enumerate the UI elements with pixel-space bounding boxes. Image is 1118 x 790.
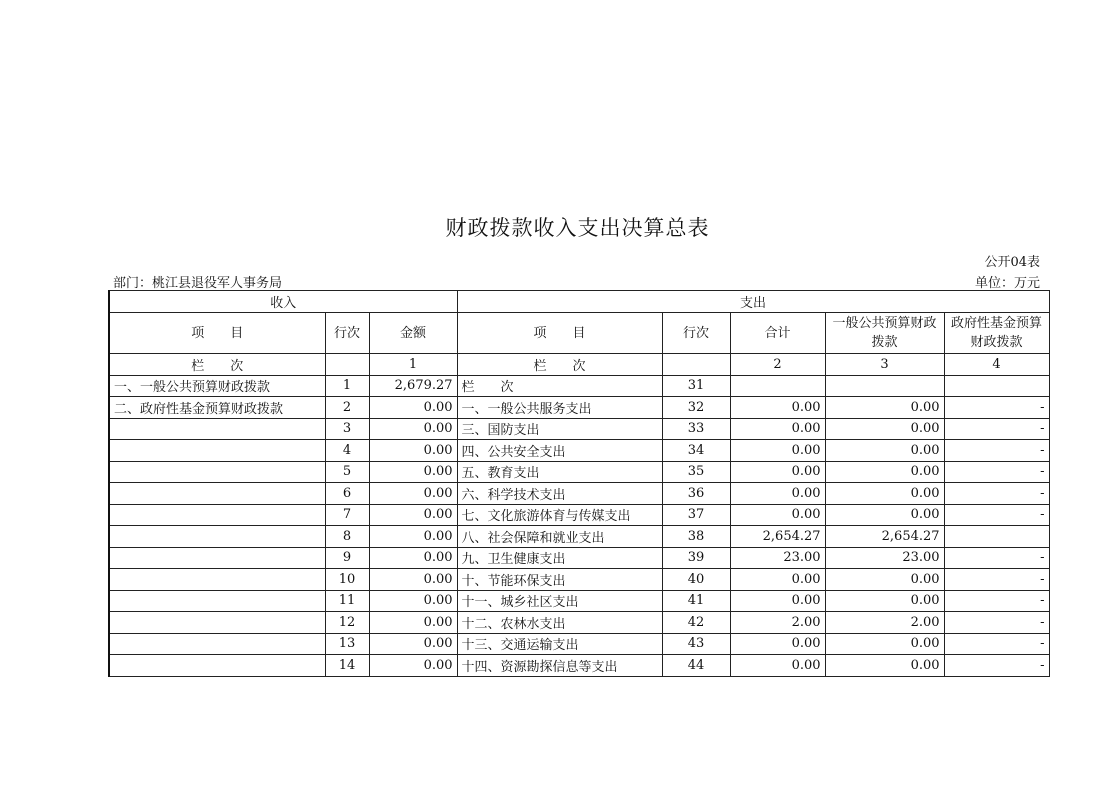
expense-total-cell: 0.00 — [730, 461, 825, 483]
expense-total-cell: 0.00 — [730, 418, 825, 440]
table-row — [109, 655, 1049, 677]
general-budget-cell: 0.00 — [825, 569, 944, 591]
general-budget-cell — [825, 375, 944, 397]
expense-total-cell: 0.00 — [730, 483, 825, 505]
gov-fund-cell: - — [944, 633, 1049, 655]
income-item-cell — [109, 483, 325, 505]
expense-total-header: 合计 — [730, 313, 825, 354]
income-column-label: 栏 次 — [109, 354, 325, 376]
income-amount-cell: 0.00 — [369, 526, 457, 548]
income-item-cell: 二、政府性基金预算财政拨款 — [109, 397, 325, 419]
income-amount-cell: 0.00 — [369, 397, 457, 419]
gov-fund-cell: - — [944, 590, 1049, 612]
expense-row-no-cell: 35 — [662, 461, 730, 483]
income-row-no-cell: 1 — [325, 375, 369, 397]
expense-total-cell: 0.00 — [730, 655, 825, 677]
income-amount-cell: 0.00 — [369, 461, 457, 483]
income-row-no-cell: 5 — [325, 461, 369, 483]
expense-row-no-cell: 44 — [662, 655, 730, 677]
general-budget-cell: 2,654.27 — [825, 526, 944, 548]
expense-row-no-cell: 31 — [662, 375, 730, 397]
expense-row-no-cell: 41 — [662, 590, 730, 612]
income-item-header: 项 目 — [109, 313, 325, 354]
expense-item-cell: 一、一般公共服务支出 — [457, 397, 662, 419]
gov-fund-cell — [944, 526, 1049, 548]
table-row — [109, 440, 1049, 462]
expense-row-no-cell: 37 — [662, 504, 730, 526]
income-amount-cell: 0.00 — [369, 633, 457, 655]
column-index-row — [109, 354, 1049, 376]
income-amount-header: 金额 — [369, 313, 457, 354]
general-column-no: 3 — [825, 354, 944, 376]
income-item-cell — [109, 504, 325, 526]
general-budget-cell: 0.00 — [825, 590, 944, 612]
income-item-cell — [109, 461, 325, 483]
income-row-no-cell: 2 — [325, 397, 369, 419]
expense-item-header: 项 目 — [457, 313, 662, 354]
expense-item-cell: 十三、交通运输支出 — [457, 633, 662, 655]
general-budget-cell: 0.00 — [825, 483, 944, 505]
expense-column-label: 栏 次 — [457, 354, 662, 376]
expense-item-cell: 栏 次 — [457, 375, 662, 397]
income-row-no-cell: 3 — [325, 418, 369, 440]
gov-fund-cell: - — [944, 612, 1049, 634]
income-item-cell — [109, 547, 325, 569]
income-item-cell — [109, 633, 325, 655]
table-row — [109, 418, 1049, 440]
report-title: 财政拨款收入支出决算总表 — [445, 216, 710, 240]
department-label: 部门：桃江县退役军人事务局 — [113, 276, 283, 291]
expense-total-cell: 0.00 — [730, 633, 825, 655]
table-row — [109, 612, 1049, 634]
form-number: 公开04表 — [984, 255, 1040, 270]
income-amount-cell: 0.00 — [369, 590, 457, 612]
fund-column-no: 4 — [944, 354, 1049, 376]
gov-fund-cell: - — [944, 461, 1049, 483]
table-row — [109, 633, 1049, 655]
gov-fund-cell: - — [944, 569, 1049, 591]
general-budget-cell: 2.00 — [825, 612, 944, 634]
table-row — [109, 397, 1049, 419]
total-column-no: 2 — [730, 354, 825, 376]
expense-column-row-no — [662, 354, 730, 376]
income-amount-cell: 2,679.27 — [369, 375, 457, 397]
table-row — [109, 375, 1049, 397]
expense-total-cell: 2,654.27 — [730, 526, 825, 548]
general-budget-cell: 23.00 — [825, 547, 944, 569]
table-row — [109, 590, 1049, 612]
expense-total-cell: 23.00 — [730, 547, 825, 569]
gov-fund-cell: - — [944, 418, 1049, 440]
table-row — [109, 461, 1049, 483]
expense-item-cell: 十一、城乡社区支出 — [457, 590, 662, 612]
income-row-no-cell: 4 — [325, 440, 369, 462]
income-item-cell — [109, 418, 325, 440]
general-budget-cell: 0.00 — [825, 397, 944, 419]
expense-total-cell: 0.00 — [730, 504, 825, 526]
income-item-cell — [109, 590, 325, 612]
gov-fund-cell: - — [944, 440, 1049, 462]
general-budget-cell: 0.00 — [825, 655, 944, 677]
expense-row-no-cell: 32 — [662, 397, 730, 419]
table-row — [109, 547, 1049, 569]
gov-fund-cell: - — [944, 547, 1049, 569]
table-row — [109, 483, 1049, 505]
column-header-row — [109, 313, 1049, 354]
expense-item-cell: 四、公共安全支出 — [457, 440, 662, 462]
gov-fund-cell: - — [944, 655, 1049, 677]
income-row-no-cell: 10 — [325, 569, 369, 591]
section-header-row — [109, 291, 1049, 313]
expense-row-no-cell: 34 — [662, 440, 730, 462]
expense-row-no-cell: 40 — [662, 569, 730, 591]
expense-row-no-cell: 33 — [662, 418, 730, 440]
income-item-cell — [109, 440, 325, 462]
expense-total-cell: 0.00 — [730, 590, 825, 612]
expense-item-cell: 三、国防支出 — [457, 418, 662, 440]
income-column-row-no — [325, 354, 369, 376]
expense-row-no-cell: 38 — [662, 526, 730, 548]
income-row-no-cell: 8 — [325, 526, 369, 548]
expense-row-no-cell: 42 — [662, 612, 730, 634]
expense-row-no-header: 行次 — [662, 313, 730, 354]
income-amount-cell: 0.00 — [369, 440, 457, 462]
income-row-no-cell: 9 — [325, 547, 369, 569]
expense-section-header: 支出 — [457, 291, 1049, 313]
income-amount-cell: 0.00 — [369, 612, 457, 634]
expense-item-cell: 八、社会保障和就业支出 — [457, 526, 662, 548]
income-row-no-cell: 7 — [325, 504, 369, 526]
table-row — [109, 526, 1049, 548]
income-item-cell — [109, 526, 325, 548]
income-row-no-cell: 14 — [325, 655, 369, 677]
income-amount-column-no: 1 — [369, 354, 457, 376]
general-budget-cell: 0.00 — [825, 504, 944, 526]
expense-item-cell: 十四、资源勘探信息等支出 — [457, 655, 662, 677]
general-budget-cell: 0.00 — [825, 440, 944, 462]
income-section-header: 收入 — [109, 291, 457, 313]
income-amount-cell: 0.00 — [369, 418, 457, 440]
income-row-no-cell: 12 — [325, 612, 369, 634]
income-row-no-cell: 11 — [325, 590, 369, 612]
income-item-cell — [109, 612, 325, 634]
income-amount-cell: 0.00 — [369, 655, 457, 677]
expense-item-cell: 五、教育支出 — [457, 461, 662, 483]
expense-item-cell: 十、节能环保支出 — [457, 569, 662, 591]
income-item-cell — [109, 655, 325, 677]
table-row — [109, 569, 1049, 591]
expense-item-cell: 七、文化旅游体育与传媒支出 — [457, 504, 662, 526]
expense-total-cell: 0.00 — [730, 397, 825, 419]
income-row-no-header: 行次 — [325, 313, 369, 354]
gov-fund-cell: - — [944, 397, 1049, 419]
table-row — [109, 504, 1049, 526]
expense-item-cell: 六、科学技术支出 — [457, 483, 662, 505]
expense-total-cell — [730, 375, 825, 397]
income-amount-cell: 0.00 — [369, 569, 457, 591]
expense-total-cell: 2.00 — [730, 612, 825, 634]
unit-label: 单位：万元 — [974, 276, 1040, 291]
expense-total-cell: 0.00 — [730, 569, 825, 591]
expense-item-cell: 九、卫生健康支出 — [457, 547, 662, 569]
gov-fund-cell — [944, 375, 1049, 397]
general-budget-cell: 0.00 — [825, 461, 944, 483]
gov-fund-cell: - — [944, 483, 1049, 505]
gov-fund-cell: - — [944, 504, 1049, 526]
general-budget-header: 一般公共预算财政拨款 — [825, 313, 944, 354]
expense-row-no-cell: 36 — [662, 483, 730, 505]
general-budget-cell: 0.00 — [825, 418, 944, 440]
expense-item-cell: 十二、农林水支出 — [457, 612, 662, 634]
gov-fund-header: 政府性基金预算财政拨款 — [944, 313, 1049, 354]
income-amount-cell: 0.00 — [369, 547, 457, 569]
budget-summary-table — [108, 290, 1050, 677]
general-budget-cell: 0.00 — [825, 633, 944, 655]
income-row-no-cell: 6 — [325, 483, 369, 505]
expense-total-cell: 0.00 — [730, 440, 825, 462]
expense-row-no-cell: 39 — [662, 547, 730, 569]
income-row-no-cell: 13 — [325, 633, 369, 655]
income-amount-cell: 0.00 — [369, 504, 457, 526]
expense-row-no-cell: 43 — [662, 633, 730, 655]
income-amount-cell: 0.00 — [369, 483, 457, 505]
income-item-cell: 一、一般公共预算财政拨款 — [109, 375, 325, 397]
income-item-cell — [109, 569, 325, 591]
